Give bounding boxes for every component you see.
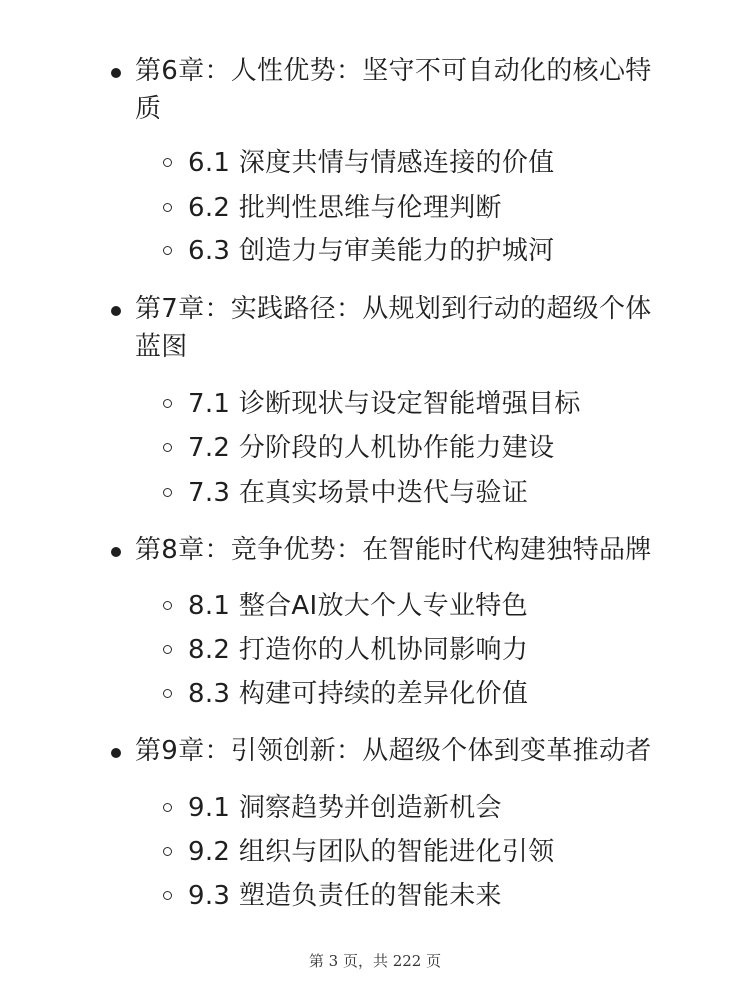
page-footer — [0, 950, 750, 971]
circle-bullet-icon — [163, 443, 172, 452]
section-item — [0, 789, 750, 829]
section-title: 8.2 打造你的人机协同影响力 — [188, 635, 529, 665]
circle-bullet-icon — [163, 689, 172, 698]
section-item — [0, 587, 750, 627]
section-title: 7.3 在真实场景中迭代与验证 — [188, 478, 529, 508]
section-title: 6.1 深度共情与情感连接的价值 — [188, 148, 555, 178]
page-number-label: 第 3 页，共 222 页 — [308, 952, 442, 970]
section-item — [0, 429, 750, 469]
section-item — [0, 144, 750, 184]
section-item — [0, 675, 750, 715]
section-title: 8.3 构建可持续的差异化价值 — [188, 679, 529, 709]
section-title: 7.2 分阶段的人机协作能力建设 — [188, 433, 555, 463]
chapter-title: 第6章：人性优势：坚守不可自动化的核心特质 — [135, 56, 652, 124]
section-title: 9.1 洞察趋势并创造新机会 — [188, 793, 502, 823]
section-item — [0, 631, 750, 671]
section-item — [0, 385, 750, 425]
chapter-title: 第7章：实践路径：从规划到行动的超级个体蓝图 — [135, 294, 652, 362]
chapter-title: 第9章：引领创新：从超级个体到变革推动者 — [135, 736, 652, 766]
chapter-title: 第8章：竞争优势：在智能时代构建独特品牌 — [135, 535, 652, 565]
section-title: 9.2 组织与团队的智能进化引领 — [188, 837, 555, 867]
circle-bullet-icon — [163, 203, 172, 212]
section-title: 6.2 批判性思维与伦理判断 — [188, 193, 502, 223]
circle-bullet-icon — [163, 158, 172, 167]
circle-bullet-icon — [163, 645, 172, 654]
circle-bullet-icon — [163, 601, 172, 610]
circle-bullet-icon — [163, 488, 172, 497]
section-title: 8.1 整合AI放大个人专业特色 — [188, 591, 528, 621]
section-item — [0, 189, 750, 229]
section-item — [0, 474, 750, 514]
section-title: 6.3 创造力与审美能力的护城河 — [188, 236, 555, 266]
bullet-icon — [111, 748, 121, 758]
circle-bullet-icon — [163, 246, 172, 255]
section-item — [0, 877, 750, 917]
section-item — [0, 232, 750, 272]
section-item — [0, 833, 750, 873]
circle-bullet-icon — [163, 847, 172, 856]
circle-bullet-icon — [163, 891, 172, 900]
circle-bullet-icon — [163, 803, 172, 812]
bullet-icon — [111, 68, 121, 78]
bullet-icon — [111, 306, 121, 316]
section-title: 9.3 塑造负责任的智能未来 — [188, 881, 502, 911]
bullet-icon — [111, 547, 121, 557]
circle-bullet-icon — [163, 399, 172, 408]
section-title: 7.1 诊断现状与设定智能增强目标 — [188, 389, 581, 419]
